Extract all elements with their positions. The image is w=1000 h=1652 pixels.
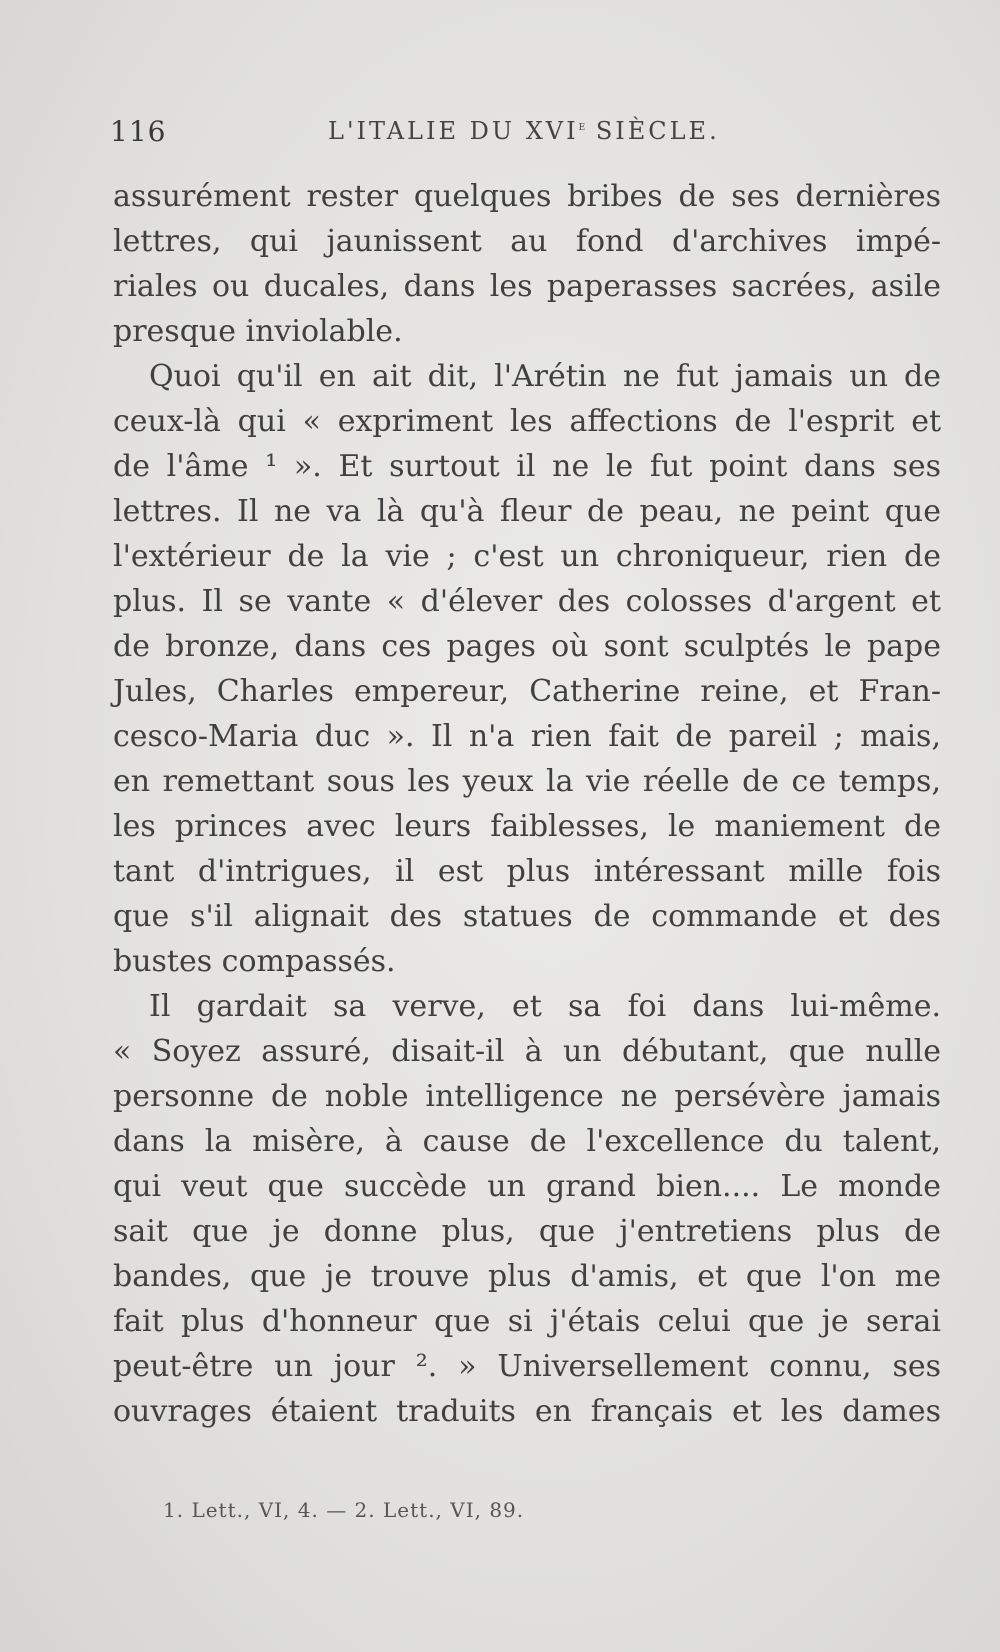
text-line: lettres. Il ne va là qu'à fleur de peau, ne peint que — [113, 494, 941, 529]
running-title-end: SIÈCLE. — [585, 117, 720, 145]
text-line: peut-être un jour ². » Universellement connu, ses — [113, 1349, 941, 1384]
text-line: assurément rester quelques bribes de ses dernières — [113, 179, 941, 214]
text-line: personne de noble intelligence ne persévère jamais — [113, 1079, 941, 1114]
text-line: Il gardait sa verve, et sa foi dans lui-même. — [149, 989, 941, 1024]
text-line: Jules, Charles empereur, Catherine reine, et Fran- — [113, 674, 941, 709]
text-line: presque inviolable. — [113, 314, 403, 349]
running-title-superscript: e — [578, 119, 586, 134]
running-title-text: L'ITALIE DU XVI — [328, 117, 579, 145]
text-line: qui veut que succède un grand bien.... Le monde — [113, 1169, 941, 1204]
text-line: sait que je donne plus, que j'entretiens plus de — [113, 1214, 941, 1249]
text-line: plus. Il se vante « d'élever des colosses d'argent et — [113, 584, 941, 619]
text-line: lettres, qui jaunissent au fond d'archives impé- — [113, 224, 941, 259]
text-line: riales ou ducales, dans les paperasses sacrées, asile — [113, 269, 941, 304]
text-line: bustes compassés. — [113, 944, 396, 979]
text-line: Quoi qu'il en ait dit, l'Arétin ne fut jamais un de — [149, 359, 941, 394]
running-head — [110, 115, 720, 155]
text-line: de l'âme ¹ ». Et surtout il ne le fut point dans ses — [113, 449, 941, 484]
text-line: les princes avec leurs faiblesses, le maniement de — [113, 809, 941, 844]
text-line: cesco-Maria duc ». Il n'a rien fait de pareil ; mais, — [113, 719, 941, 754]
text-line: « Soyez assuré, disait-il à un débutant, que nulle — [113, 1034, 941, 1069]
text-line: tant d'intrigues, il est plus intéressant mille fois — [113, 854, 941, 889]
text-line: l'extérieur de la vie ; c'est un chroniqueur, rien de — [113, 539, 941, 574]
footnotes: 1. Lett., VI, 4. — 2. Lett., VI, 89. — [163, 1498, 525, 1522]
text-line: de bronze, dans ces pages où sont sculptés le pape — [113, 629, 941, 664]
text-line: que s'il alignait des statues de commande et des — [113, 899, 941, 934]
text-line: dans la misère, à cause de l'excellence du talent, — [113, 1124, 941, 1159]
running-title — [328, 117, 720, 145]
text-line: fait plus d'honneur que si j'étais celui que je serai — [113, 1304, 941, 1339]
text-line: ceux-là qui « expriment les affections de l'esprit et — [113, 404, 941, 439]
text-line: en remettant sous les yeux la vie réelle de ce temps, — [113, 764, 941, 799]
text-line: ouvrages étaient traduits en français et les dames — [113, 1394, 941, 1429]
body-text — [113, 174, 941, 1434]
text-line: bandes, que je trouve plus d'amis, et que l'on me — [113, 1259, 941, 1294]
page-number: 116 — [110, 115, 167, 148]
